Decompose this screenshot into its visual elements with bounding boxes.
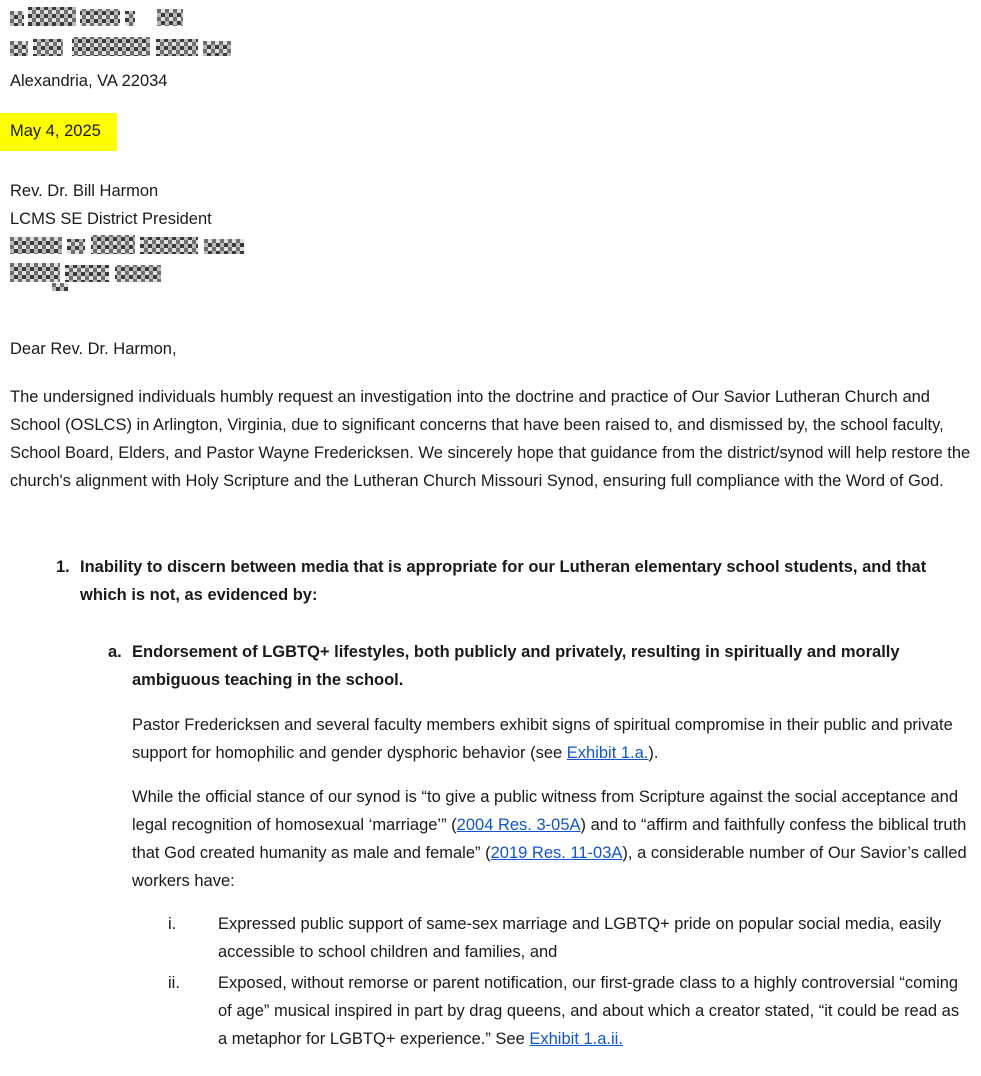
hyperlink[interactable]: 2019 Res. 11-03A — [490, 844, 623, 862]
text-segment: While the official stance of our synod is “to give a public witness from Scripture against the social acceptance and legal recognition of homosexual ‘marriage’” ( — [132, 788, 959, 834]
redaction-block — [115, 265, 161, 282]
recipient-name: Rev. Dr. Bill Harmon — [10, 182, 159, 200]
numbered-item-1 — [56, 553, 971, 609]
redaction-block — [10, 263, 60, 282]
letter-date-highlight — [0, 113, 117, 151]
redaction-block — [204, 239, 244, 254]
text-segment: Expressed public support of same-sex marriage and LGBTQ+ pride on popular social media, easily accessible to school children and families, and — [218, 915, 942, 961]
redacted-recipient-address-line-1 — [10, 236, 971, 254]
redaction-block — [80, 9, 120, 26]
sub-item-a — [108, 638, 971, 694]
recipient-title: LCMS SE District President — [10, 210, 212, 228]
salutation: Dear Rev. Dr. Harmon, — [10, 340, 177, 358]
item-a-marker: a. — [108, 643, 122, 661]
sender-address-block — [10, 8, 971, 95]
redaction-block — [72, 37, 150, 56]
hyperlink[interactable]: Exhibit 1.a.ii. — [529, 1030, 623, 1048]
roman-i-text — [218, 910, 971, 966]
redaction-block — [67, 239, 85, 254]
sender-city-line: Alexandria, VA 22034 — [10, 72, 168, 90]
hyperlink[interactable]: Exhibit 1.a. — [566, 744, 649, 762]
roman-i-marker: i. — [168, 915, 177, 933]
redaction-block — [125, 11, 135, 26]
redacted-recipient-address-line-2 — [10, 264, 971, 282]
redaction-block — [91, 235, 135, 254]
item-1-marker: 1. — [56, 558, 70, 576]
redaction-block — [28, 7, 76, 26]
recipient-block — [10, 177, 971, 291]
roman-ii-text — [218, 969, 971, 1053]
redaction-block — [157, 9, 183, 26]
redacted-descender — [52, 283, 971, 291]
redaction-block — [10, 237, 62, 254]
redaction-block — [203, 41, 231, 56]
roman-item-ii — [168, 969, 971, 1053]
redaction-block — [10, 41, 28, 56]
redaction-block — [10, 11, 24, 26]
letter-date: May 4, 2025 — [10, 122, 101, 140]
paragraph-synod-stance — [132, 783, 971, 895]
redacted-sender-name — [10, 8, 971, 26]
item-a-heading: Endorsement of LGBTQ+ lifestyles, both publicly and privately, resulting in spiritually and morally ambiguous teaching in the school. — [132, 643, 900, 689]
redacted-sender-street — [10, 38, 971, 56]
redaction-block — [33, 39, 63, 56]
redaction-block — [52, 283, 68, 291]
redaction-block — [140, 237, 198, 254]
text-segment: ) and to “affirm and faithfully confess the biblical truth that God created humanity as male and female” ( — [132, 816, 967, 862]
text-segment: ), a considerable number of Our Savior’s called workers have: — [132, 844, 967, 890]
hyperlink[interactable]: 2004 Res. 3-05A — [456, 816, 581, 834]
redaction-block — [65, 265, 109, 282]
intro-paragraph: The undersigned individuals humbly request an investigation into the doctrine and practice of Our Savior Lutheran Church and School (OSLCS) in Arlington, Virginia, due to significant concerns that have been raised to, and dismissed by, the school faculty, School Board, Elders, and Pastor Wayne Fredericksen. We sincerely hope that guidance from the district/synod will help restore the church's alignment with Holy Scripture and the Lutheran Church Missouri Synod, ensuring full compliance with the Word of God. — [10, 388, 971, 490]
paragraph-exhibit-1a — [132, 711, 971, 767]
item-1-heading: Inability to discern between media that is appropriate for our Lutheran elementary school students, and that which is not, as evidenced by: — [80, 558, 927, 604]
roman-ii-marker: ii. — [168, 974, 180, 992]
text-segment: Exposed, without remorse or parent notification, our first-grade class to a highly controversial “coming of age” musical inspired in part by drag queens, and about which a creator stated, “it could be read as a metaphor for LGBTQ+ experience.” See — [218, 974, 960, 1048]
redaction-block — [156, 39, 198, 56]
text-segment: ). — [648, 744, 659, 762]
roman-item-i — [168, 910, 971, 966]
text-segment: Pastor Fredericksen and several faculty members exhibit signs of spiritual compromise in their public and private support for homophilic and gender dysphoric behavior (see — [132, 716, 953, 762]
